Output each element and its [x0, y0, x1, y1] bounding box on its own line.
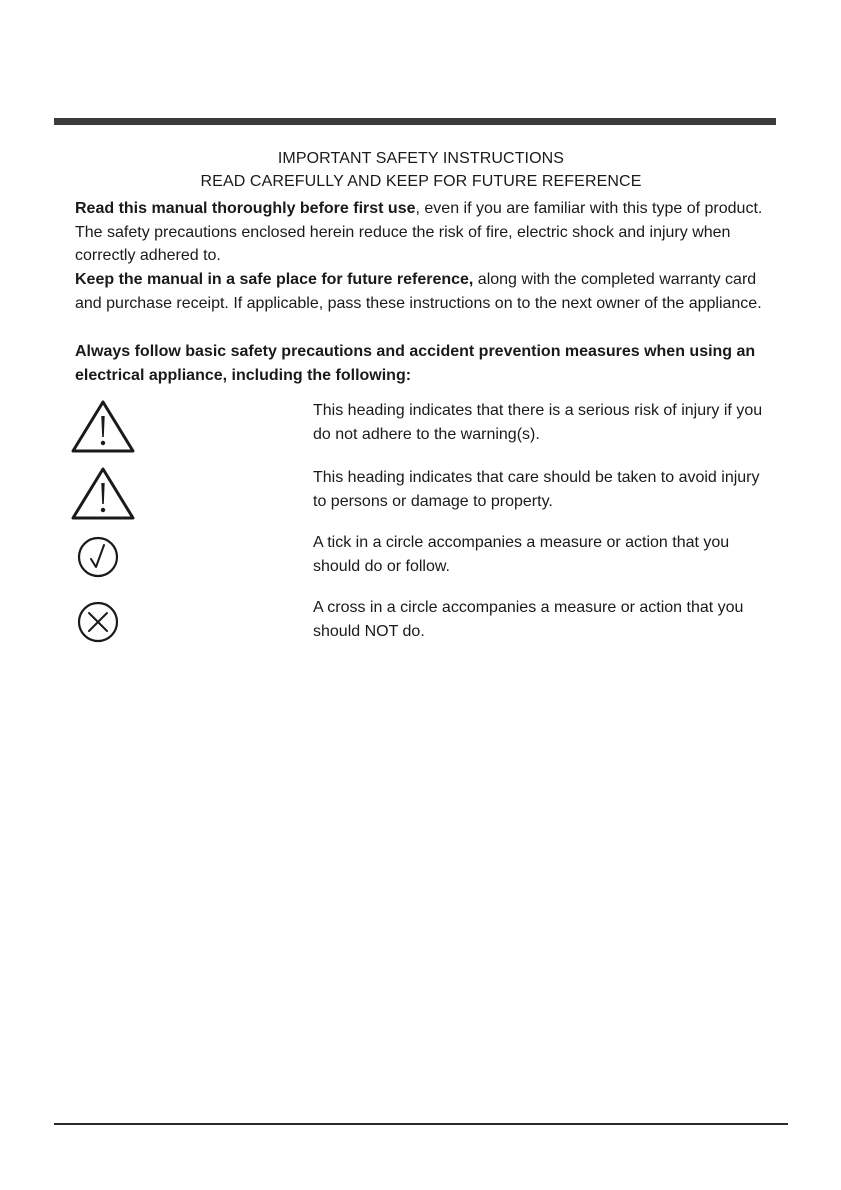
cross-circle-icon — [76, 596, 132, 652]
paragraph-read-manual — [75, 197, 775, 268]
bottom-divider — [54, 1123, 788, 1125]
safety-title: IMPORTANT SAFETY INSTRUCTIONS — [277, 150, 565, 167]
safety-subtitle: READ CAREFULLY AND KEEP FOR FUTURE REFERENCE — [200, 173, 642, 190]
warning-triangle-icon — [70, 399, 136, 455]
paragraph-keep-manual — [75, 268, 775, 315]
caution-triangle-icon — [70, 466, 136, 522]
symbol-description: A tick in a circle accompanies a measure or action that you should do or follow. — [313, 534, 730, 575]
paragraph-bold-lead: Keep the manual in a safe place for future reference, — [75, 271, 474, 288]
symbol-description: A cross in a circle accompanies a measure or action that you should NOT do. — [313, 599, 744, 640]
paragraph-follow-precautions: Always follow basic safety precautions and accident prevention measures when using an electrical appliance, including the following: — [75, 343, 756, 384]
tick-circle-icon — [76, 531, 132, 587]
paragraph-body: , even if you are familiar with this type of product. The safety precautions enclosed herein reduce the risk of fire, electric shock and injury when correctly adhered to. — [75, 200, 763, 264]
paragraph-bold-lead: Read this manual thoroughly before first use — [75, 200, 416, 217]
top-divider — [54, 118, 776, 125]
paragraph-body: along with the completed warranty card and purchase receipt. If applicable, pass these instructions on to the next owner of the appliance. — [75, 271, 762, 312]
symbol-description: This heading indicates that there is a serious risk of injury if you do not adhere to the warning(s). — [313, 402, 763, 443]
symbol-description: This heading indicates that care should be taken to avoid injury to persons or damage to property. — [313, 469, 760, 510]
